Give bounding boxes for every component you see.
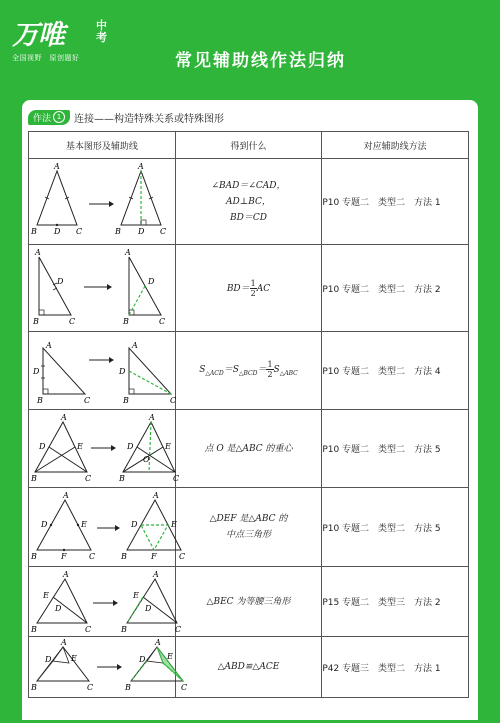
figure-cell (29, 245, 176, 332)
gain-cell (175, 488, 322, 567)
table-row (29, 245, 469, 332)
method-cell: P10 专题二 类型二 方法 5 (322, 410, 469, 488)
label-A2: A (155, 638, 161, 647)
gain-cell (175, 245, 322, 332)
method-cell: P15 专题二 类型三 方法 2 (322, 567, 469, 637)
label-A2: A (153, 570, 159, 579)
label-C: C (87, 683, 94, 692)
label-F: F (61, 552, 67, 561)
label-E2: E (165, 442, 171, 451)
label-C: C (76, 227, 83, 236)
label-E: E (77, 442, 83, 451)
header-method: 对应辅助线方法 (322, 132, 469, 159)
label-E: E (71, 654, 77, 663)
label-A: A (46, 341, 52, 350)
label-C2: C (181, 683, 188, 692)
gain-cell: 点 O 是△ABC 的重心 (175, 410, 322, 488)
label-D: D (41, 520, 48, 529)
logo-slogan: 全国视野 原创题好 (12, 54, 80, 62)
area-s: S (199, 364, 206, 375)
label-D: D (45, 655, 52, 664)
gain-suffix: AC (256, 283, 271, 294)
label-A2: A (138, 162, 144, 171)
fraction-denominator: 2 (267, 369, 273, 379)
label-D2: D (131, 520, 138, 529)
method-cell: P42 专题三 类型二 方法 1 (322, 637, 469, 698)
table-row (29, 159, 469, 245)
figure-cell (29, 332, 176, 410)
table-row (29, 410, 469, 488)
page-title: 常见辅助线作法归纳 (175, 51, 346, 71)
label-B2: B (123, 317, 129, 326)
figure-cell (29, 567, 182, 637)
content-card (22, 100, 478, 720)
label-A2: A (125, 248, 131, 257)
label-E2: E (167, 652, 173, 661)
label-A2: A (132, 341, 138, 350)
label-B: B (31, 625, 37, 634)
logo-sub-text: 中考 (96, 19, 107, 44)
figure-cell (29, 410, 180, 488)
label-D2: D (139, 655, 146, 664)
label-C2: C (173, 474, 180, 483)
gain-cell (175, 159, 322, 245)
method-badge-label: 作法 (33, 113, 52, 124)
section-title: 连接——构造特殊关系或特殊图形 (74, 113, 225, 125)
area-eq-s: ＝S (223, 364, 239, 375)
gain-line: AD⊥BC， (226, 196, 271, 207)
label-D: D (54, 227, 61, 236)
table-row (29, 637, 469, 698)
figure-cell (29, 637, 188, 698)
label-B2: B (121, 552, 127, 561)
method-cell: P10 专题二 类型二 方法 5 (322, 488, 469, 567)
label-C2: C (160, 227, 167, 236)
gain-cell: △ABD≌△ACE (175, 637, 322, 698)
method-cell: P10 专题二 类型二 方法 4 (322, 332, 469, 410)
auxiliary-line-table (28, 131, 469, 698)
label-E2: E (171, 520, 177, 529)
label-C: C (84, 396, 91, 405)
brand-logo (12, 19, 107, 63)
label-D2: D (119, 367, 126, 376)
gain-line: △DEF 是△ABC 的 (209, 514, 288, 524)
method-cell: P10 专题二 类型二 方法 1 (322, 159, 469, 245)
label-C: C (85, 625, 92, 634)
table-header-row (29, 132, 469, 159)
label-D2: D (145, 604, 152, 613)
method-badge-number: 1 (53, 111, 65, 123)
area-eq: ＝ (257, 364, 267, 375)
label-D: D (39, 442, 46, 451)
fraction-numerator: 1 (250, 278, 256, 288)
label-C2: C (175, 625, 182, 634)
label-C: C (69, 317, 76, 326)
label-F2: F (151, 552, 157, 561)
label-D: D (55, 604, 62, 613)
label-A: A (61, 638, 67, 647)
label-A2: A (153, 491, 159, 500)
area-sub-acd: △ACD (205, 369, 224, 377)
table-row (29, 488, 469, 567)
table-row (29, 567, 469, 637)
method-badge (28, 110, 70, 125)
page-header (0, 0, 500, 100)
label-B: B (31, 683, 37, 692)
label-B: B (31, 227, 37, 236)
gain-line: ∠BAD＝∠CAD， (211, 180, 286, 191)
label-E: E (81, 520, 87, 529)
label-B2: B (125, 683, 131, 692)
label-A: A (63, 570, 69, 579)
label-A: A (61, 413, 67, 422)
label-B: B (31, 552, 37, 561)
gain-line: BD＝CD (230, 212, 267, 223)
fraction-half (250, 279, 257, 298)
label-A: A (54, 162, 60, 171)
label-A: A (35, 248, 41, 257)
table-row (29, 332, 469, 410)
label-D2: D (148, 277, 155, 286)
label-B2: B (123, 396, 129, 405)
label-E: E (43, 591, 49, 600)
label-C: C (89, 552, 96, 561)
figure-cell (29, 488, 186, 567)
label-C2: C (170, 396, 177, 405)
fraction-half (266, 360, 273, 379)
header-figure: 基本图形及辅助线 (29, 132, 176, 159)
method-cell: P10 专题二 类型二 方法 2 (322, 245, 469, 332)
label-B: B (33, 317, 39, 326)
label-C: C (85, 474, 92, 483)
fraction-numerator: 1 (267, 359, 273, 369)
label-A: A (63, 491, 69, 500)
gain-line: 中点三角形 (225, 530, 271, 540)
area-sub-abc: △ABC (279, 369, 298, 377)
logo-main-text: 万唯 (12, 20, 64, 51)
fraction-denominator: 2 (250, 288, 256, 298)
header-gain: 得到什么 (175, 132, 322, 159)
label-C2: C (159, 317, 166, 326)
gain-cell (175, 332, 322, 410)
area-sub-bcd: △BCD (238, 369, 258, 377)
section-heading (28, 108, 224, 126)
gain-cell: △BEC 为等腰三角形 (175, 567, 322, 637)
label-B: B (31, 474, 37, 483)
gain-prefix: BD＝ (226, 283, 250, 294)
label-D2: D (127, 442, 134, 451)
label-B2: B (115, 227, 121, 236)
label-A2: A (149, 413, 155, 422)
label-E2: E (133, 591, 139, 600)
label-C2: C (179, 552, 186, 561)
label-O: O (143, 455, 150, 464)
label-D2: D (138, 227, 145, 236)
label-B: B (37, 396, 43, 405)
label-B2: B (121, 625, 127, 634)
area-s-abc: S (273, 364, 280, 375)
label-B2: B (119, 474, 125, 483)
figure-cell (29, 159, 176, 245)
label-D: D (33, 367, 40, 376)
label-D: D (57, 277, 64, 286)
